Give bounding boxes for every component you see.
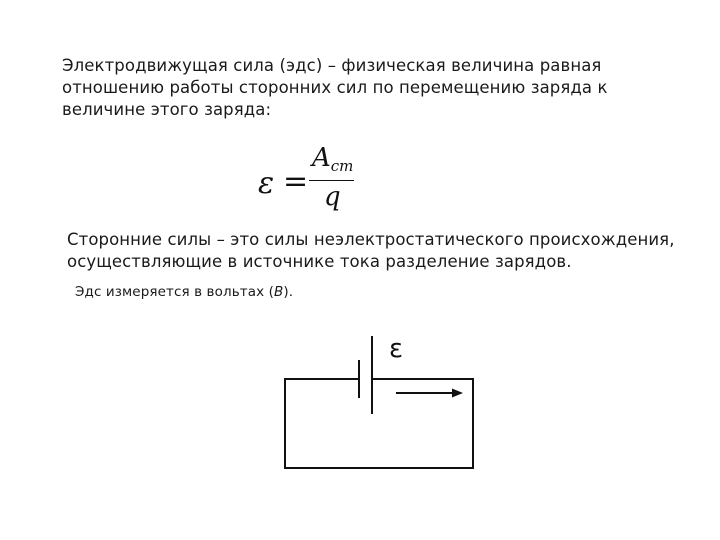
emf-symbol: ε <box>258 166 275 201</box>
arrow-head-icon <box>452 389 463 398</box>
units-text-end: ). <box>283 284 294 300</box>
work-symbol: A <box>312 143 331 173</box>
external-forces-text: Сторонние силы – это силы неэлектростатического происхождения, осуществляющие в источнике тока разделение зарядов. <box>67 230 675 271</box>
volt-unit: В <box>273 284 284 300</box>
formula-denominator: q <box>324 182 341 212</box>
emf-definition-text: Электродвижущая сила (эдс) – физическая величина равная отношению работы сторонних сил по перемещению заряда к величине этого заряда: <box>62 56 608 119</box>
circuit-emf-label: ε <box>389 334 404 364</box>
units-text-start: Эдс измеряется в вольтах ( <box>75 284 274 300</box>
work-subscript: cт <box>330 157 354 175</box>
equals-sign: = <box>283 164 309 199</box>
